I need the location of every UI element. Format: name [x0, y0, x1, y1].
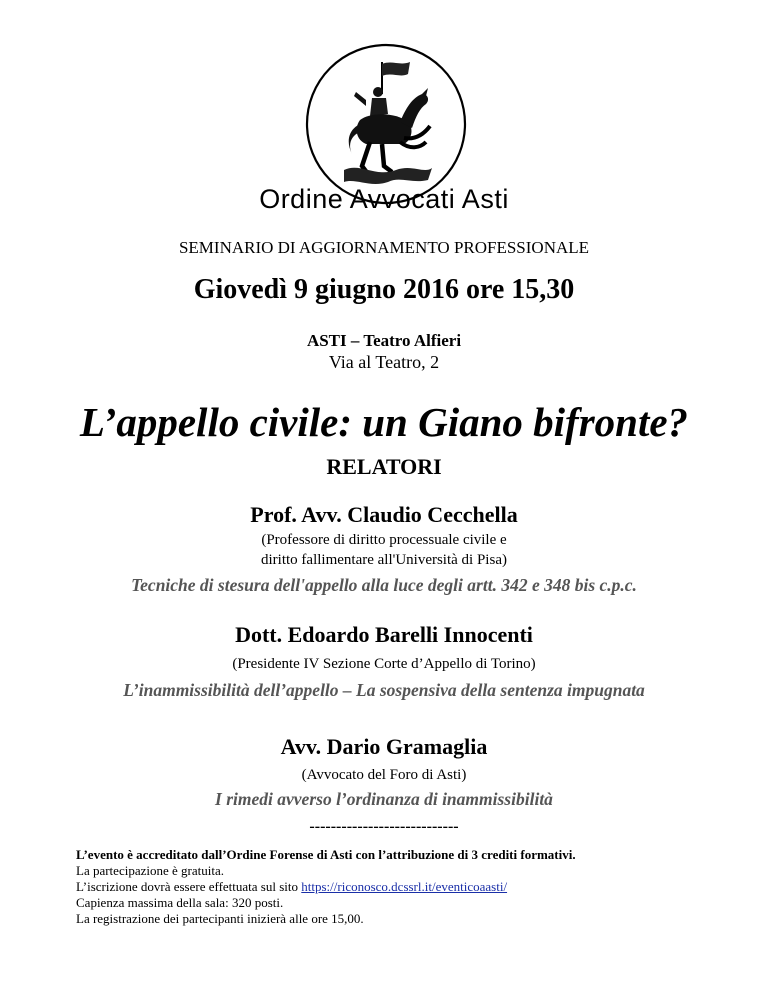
speaker-2-name: Dott. Edoardo Barelli Innocenti: [235, 622, 533, 647]
organization-name: Ordine Avvocati Asti: [259, 184, 509, 214]
accreditation-note: L’evento è accreditato dall’Ordine Forense di Asti con l’attribuzione di 3 crediti formativi.: [76, 847, 576, 862]
registration-prefix: L’iscrizione dovrà essere effettuata sul sito: [76, 879, 302, 894]
speaker-1-topic: Tecniche di stesura dell'appello alla luce degli artt. 342 e 348 bis c.p.c.: [131, 575, 637, 595]
event-address: Via al Teatro, 2: [328, 352, 440, 372]
section-divider: ----------------------------: [309, 818, 459, 835]
event-venue: ASTI – Teatro Alfieri: [306, 331, 462, 350]
registration-link[interactable]: https://riconosco.dcssrl.it/eventicoaasti/: [301, 879, 508, 894]
footer-notes: [76, 847, 736, 927]
speaker-3-topic: I rimedi avverso l’ordinanza di inammissibilità: [215, 789, 553, 809]
capacity-note: Capienza massima della sala: 320 posti.: [76, 895, 284, 910]
seminar-title: L’appello civile: un Giano bifronte?: [79, 399, 689, 445]
speaker-3-role: (Avvocato del Foro di Asti): [301, 767, 467, 783]
speakers-heading: RELATORI: [326, 454, 442, 479]
speaker-1-role-line-2: diritto fallimentare all'Università di Pisa): [261, 552, 507, 568]
speaker-3-name: Avv. Dario Gramaglia: [280, 734, 488, 759]
participation-note: La partecipazione è gratuita.: [76, 863, 224, 878]
seminar-type: SEMINARIO DI AGGIORNAMENTO PROFESSIONALE: [178, 238, 590, 257]
speaker-1-name: Prof. Avv. Claudio Cecchella: [250, 502, 518, 527]
event-date-time: Giovedì 9 giugno 2016 ore 15,30: [193, 274, 575, 305]
speaker-2-topic: L’inammissibilità dell’appello – La sospensiva della sentenza impugnata: [123, 680, 645, 700]
speaker-1-role-line-1: (Professore di diritto processuale civile e: [261, 532, 507, 548]
knight-seal-logo-icon: [304, 42, 468, 206]
speaker-1-role: [0, 530, 768, 570]
registration-start-note: La registrazione dei partecipanti inizierà alle ore 15,00.: [76, 911, 364, 926]
speaker-2-role: (Presidente IV Sezione Corte d’Appello di Torino): [232, 656, 536, 672]
registration-note: [76, 879, 736, 895]
